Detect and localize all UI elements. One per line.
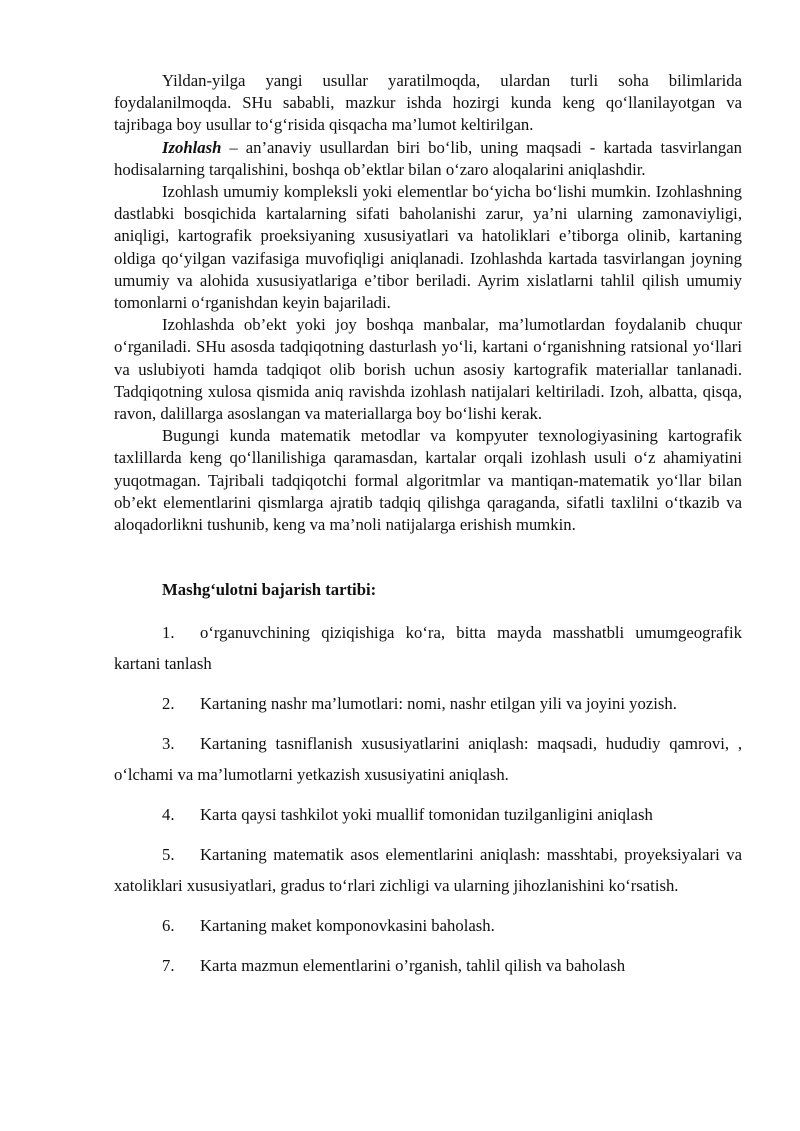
section-heading: Mashg‘ulotni bajarish tartibi:	[162, 580, 377, 600]
paragraph-modern-methods	[114, 425, 742, 536]
list-item-number: 4.	[162, 805, 175, 825]
paragraph-text: Izohlashda ob’ekt yoki joy boshqa manbalar, ma’lumotlardan foydalanib chuqur o‘rganiladi. SHu asosda tadqiqotning dasturlash yo‘li, kartani o‘rganishning ratsional yo‘llari va uslubiyoti hamda tadqiqot olib borish uchun asosiy kartografik materiallar tanlanadi. Tadqiqotning xulosa qismida aniq ravishda izohlash natijalari keltiriladi. Izoh, albatta, qisqa, ravon, dalillarga asoslangan va materiallarga boy bo‘lishi kerak.	[114, 315, 742, 424]
paragraph-text: Izohlash umumiy kompleksli yoki elementlar bo‘yicha bo‘lishi mumkin. Izohlashning dastlabki bosqichida kartalarning sifati baholanishi zarur, ya’ni ularning zamonaviyligi, aniqligi, kartografik proeksiyaning xususiyatlari va hatoliklari e’tiborga olinib, kartaning oldiga qo‘yilgan vazifasiga muvofiqligi aniqlanadi. Izohlashda kartada tasvirlangan joyning umumiy va alohida xususiyatlariga e’tibor beriladi. Ayrim xislatlarni tahlil qilish umumiy tomonlarni o‘rganishdan keyin bajariladi.	[114, 182, 742, 313]
term-izohlash: Izohlash	[162, 137, 222, 157]
document-page	[114, 70, 742, 990]
list-item	[114, 950, 742, 981]
list-item-number: 7.	[162, 956, 175, 976]
list-item	[114, 799, 742, 830]
paragraph-sources	[114, 314, 742, 425]
list-item	[114, 728, 742, 790]
paragraph-types	[114, 181, 742, 314]
list-item-text: o‘rganuvchining qiziqishiga ko‘ra, bitta mayda masshatbli umumgeografik kartani tanlash	[114, 623, 742, 674]
list-item	[114, 617, 742, 679]
list-item-text: Kartaning matematik asos elementlarini aniqlash: masshtabi, proyeksiyalari va xatoliklari xususiyatlari, gradus to‘rlari zichligi va ularning jihozlanishini ko‘rsatish.	[114, 845, 742, 896]
steps-list	[114, 617, 742, 981]
list-item	[114, 910, 742, 941]
list-item-text: Kartaning maket komponovkasini baholash.	[200, 916, 495, 936]
list-item	[114, 688, 742, 719]
paragraph-intro	[114, 70, 742, 137]
list-item-number: 5.	[162, 845, 175, 865]
list-item-text: Kartaning tasniflanish xususiyatlarini aniqlash: maqsadi, hududiy qamrovi, , o‘lchami va ma’lumotlarni yetkazish xususiyatini aniqlash.	[114, 734, 742, 785]
paragraph-text: – an’anaviy usullardan biri bo‘lib, uning maqsadi - kartada tasvirlangan hodisalarning tarqalishini, boshqa ob’ektlar bilan o‘zaro aloqalarini aniqlashdir.	[114, 137, 742, 179]
paragraph-text: Bugungi kunda matematik metodlar va kompyuter texnologiyasining kartografik taxlillarda keng qo‘llanilishiga qaramasdan, kartalar orqali izohlash usuli o‘z ahamiyatini yuqotmagan. Tajribali tadqiqotchi formal algoritmlar va mantiqan-matematik yo‘llar bilan ob’ekt elementlarini qismlarga ajratib tadqiq qilishga qaraganda, sifatli taxlilni o‘tkazib va aloqadorlikni tushunib, keng va ma’noli natijalarga erishish mumkin.	[114, 426, 742, 535]
list-item-text: Karta qaysi tashkilot yoki muallif tomonidan tuzilganligini aniqlash	[200, 805, 653, 825]
list-item-number: 1.	[162, 623, 175, 643]
list-item-text: Kartaning nashr ma’lumotlari: nomi, nashr etilgan yili va joyini yozish.	[200, 694, 677, 714]
list-item	[114, 839, 742, 901]
list-item-number: 3.	[162, 734, 175, 754]
paragraph-definition	[114, 137, 742, 181]
paragraph-text: Yildan-yilga yangi usullar yaratilmoqda, ulardan turli soha bilimlarida foydalanilmoqda. SHu sababli, mazkur ishda hozirgi kunda keng qo‘llanilayotgan va tajribaga boy usullar to‘g‘risida qisqacha ma’lumot keltirilgan.	[114, 71, 742, 135]
list-item-number: 2.	[162, 694, 175, 714]
list-item-number: 6.	[162, 916, 175, 936]
list-item-text: Karta mazmun elementlarini o’rganish, tahlil qilish va baholash	[200, 956, 626, 976]
